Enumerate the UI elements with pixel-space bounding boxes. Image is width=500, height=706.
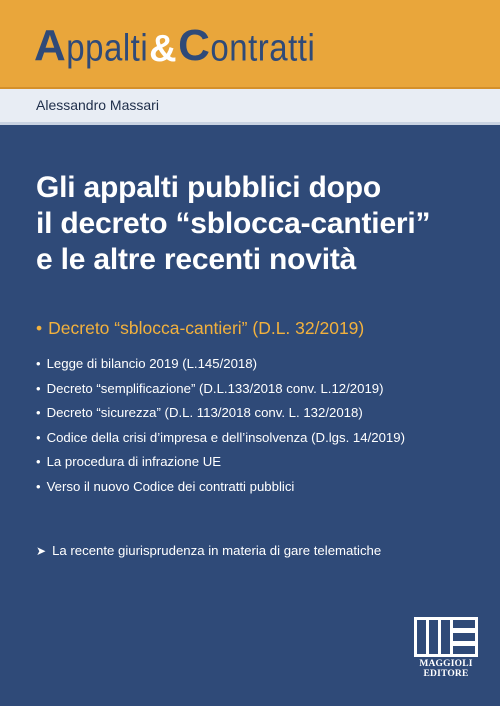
bullet-icon: • xyxy=(36,405,41,420)
list-item-text: Decreto “semplificazione” (D.L.133/2018 conv. L.12/2019) xyxy=(46,380,384,396)
list-item xyxy=(36,426,476,451)
series-logo xyxy=(34,16,315,68)
highlight-topic xyxy=(36,318,364,339)
bullet-icon: • xyxy=(36,380,41,396)
series-logo-ampersand: & xyxy=(149,28,178,70)
book-title xyxy=(36,170,476,278)
series-logo-word-contratti: ontratti xyxy=(210,25,316,69)
title-line: il decreto “sblocca-cantieri” xyxy=(36,207,431,240)
publisher-name xyxy=(414,659,478,679)
list-item-text: Decreto “sicurezza” (D.L. 113/2018 conv. L. 132/2018) xyxy=(46,405,363,420)
note-text: La recente giurisprudenza in materia di gare telematiche xyxy=(52,543,382,558)
title-line: Gli appalti pubblici dopo xyxy=(36,171,381,204)
list-item xyxy=(36,475,476,500)
jurisprudence-note xyxy=(36,543,381,558)
list-item xyxy=(36,401,476,426)
arrow-right-icon: ➤ xyxy=(36,543,47,558)
bullet-icon: • xyxy=(36,478,41,494)
list-item-text: Codice della crisi d’impresa e dell’insolvenza (D.lgs. 14/2019) xyxy=(46,429,405,445)
publisher-logo xyxy=(414,617,478,679)
topic-list xyxy=(36,352,476,499)
series-logo-initial-c: C xyxy=(178,21,211,70)
series-band xyxy=(0,0,500,89)
series-logo-initial-a: A xyxy=(34,21,67,70)
list-item xyxy=(36,450,476,475)
bullet-icon: • xyxy=(36,454,41,469)
author-name: Alessandro Massari xyxy=(36,97,159,113)
bullet-icon: • xyxy=(36,429,41,445)
author-band xyxy=(0,89,500,125)
maggioli-mark-icon xyxy=(414,617,478,657)
list-item xyxy=(36,352,476,377)
list-item-text: La procedura di infrazione UE xyxy=(46,454,222,469)
list-item-text: Legge di bilancio 2019 (L.145/2018) xyxy=(46,356,257,371)
title-line: e le altre recenti novità xyxy=(36,243,357,276)
list-item-text: Verso il nuovo Codice dei contratti pubblici xyxy=(46,478,295,494)
publisher-name-line: MAGGIOLI xyxy=(419,659,473,669)
highlight-text: Decreto “sblocca-cantieri” (D.L. 32/2019) xyxy=(48,318,365,338)
bullet-icon: • xyxy=(36,318,43,338)
series-logo-word-appalti: ppalti xyxy=(66,25,149,69)
publisher-name-line: EDITORE xyxy=(423,669,469,679)
bullet-icon: • xyxy=(36,356,41,371)
list-item xyxy=(36,377,476,402)
